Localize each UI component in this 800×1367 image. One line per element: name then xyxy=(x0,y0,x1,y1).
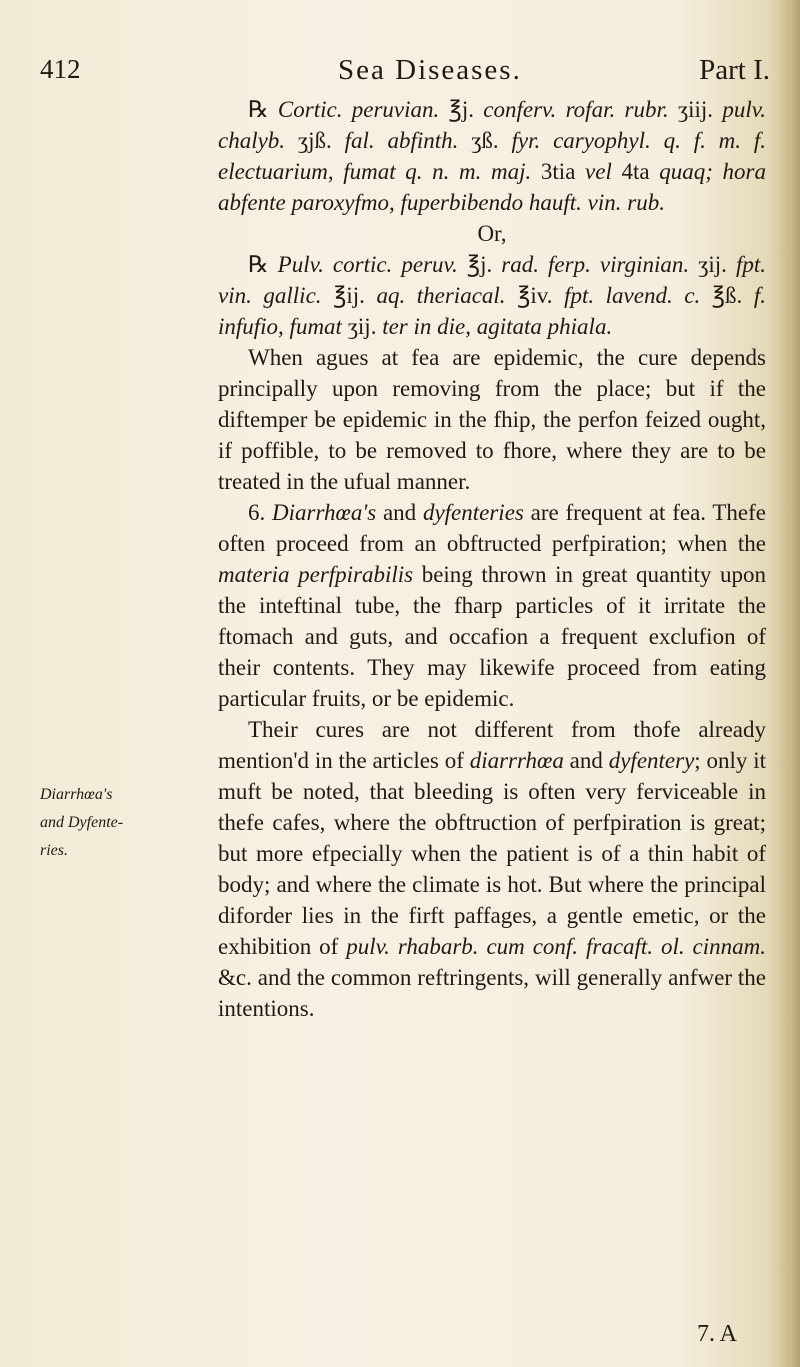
margin-note-line: ries. xyxy=(40,842,68,859)
page-edge-shadow xyxy=(778,0,800,1367)
catchword: 7. A xyxy=(697,1321,738,1347)
running-head: Sea Diseases. xyxy=(338,54,522,86)
recipe-2: ℞ Pulv. cortic. peruv. ℥j. rad. ferp. virginian. ʒij. fpt. vin. gallic. ℥ij. aq. theriacal. ℥iv. fpt. lavend. c. ℥ß. f. infufio, fumat ʒij. ter in die, agitata phiala. xyxy=(218,252,766,339)
page-number: 412 xyxy=(40,54,81,84)
margin-note-line: and Dyfente- xyxy=(40,814,124,831)
page-header xyxy=(40,54,770,94)
margin-note-line: Diarrhœa's xyxy=(40,786,113,803)
recipe-1: ℞ Cortic. peruvian. ℥j. conferv. rofar. rubr. ʒiij. pulv. chalyb. ʒjß. fal. abfinth. ʒß. fyr. caryophyl. q. f. m. f. electuarium, fumat q. n. m. maj. 3tia vel 4ta quaq; hora abfente paroxyfmo, fuperbibendo hauft. vin. rub. xyxy=(218,97,766,215)
main-text xyxy=(218,94,766,1024)
part-label: Part I. xyxy=(699,54,770,86)
paragraph-agues: When agues at fea are epidemic, the cure depends principally upon removing from the place; but if the diftemper be epidemic in the fhip, the perfon feized ought, if poffible, to be removed to fhore, where they are to be treated in the ufual manner. xyxy=(218,345,766,494)
paragraph-diarrhoea: 6. Diarrhœa's and dyfenteries are frequent at fea. Thefe often proceed from an obftructed perfpiration; when the materia perfpirabilis being thrown in great quantity upon the inteftinal tube, the fharp particles of it irritate the ftomach and guts, and occafion a frequent exclufion of their contents. They may likewife proceed from eating particular fruits, or be epidemic. xyxy=(218,500,766,711)
paragraph-cures: Their cures are not different from thofe already mention'd in the articles of diarrrhœa and dyfentery; only it muft be noted, that bleeding is often very ferviceable in thefe cafes, where the obftruction of perfpiration is great; but more efpecially when the patient is of a thin habit of body; and where the climate is hot. But where the principal diforder lies in the firft paffages, a gentle emetic, or the exhibition of pulv. rhabarb. cum conf. fracaft. ol. cinnam. &c. and the common reftringents, will generally anfwer the intentions. xyxy=(218,717,766,1021)
margin-note xyxy=(40,781,170,865)
or-label: Or, xyxy=(477,221,507,246)
